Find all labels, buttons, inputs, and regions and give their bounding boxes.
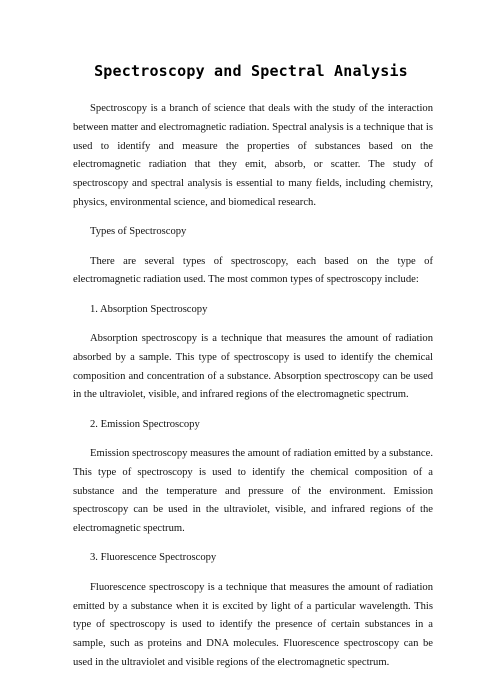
section-heading-types: Types of Spectroscopy: [90, 226, 187, 238]
document-title: Spectroscopy and Spectral Analysis: [94, 62, 408, 80]
section-heading-fluorescence: 3. Fluorescence Spectroscopy: [90, 552, 217, 564]
paragraph-emission: Emission spectroscopy measures the amount of radiation emitted by a substance. This type of spectroscopy is used to identify the chemical composition of a substance and the temperature and pressure of the environment. Emission spectroscopy can be used in the ultraviolet, visible, and infrared regions of the electromagnetic spectrum.: [73, 447, 433, 535]
paragraph-absorption: Absorption spectroscopy is a technique that measures the amount of radiation absorbed by a sample. This type of spectroscopy is used to identify the chemical composition and concentration of a substance. Absorption spectroscopy can be used in the ultraviolet, visible, and infrared regions of the electromagnetic spectrum.: [73, 332, 433, 401]
document-body: [73, 100, 433, 683]
section-heading-absorption: 1. Absorption Spectroscopy: [90, 303, 208, 315]
paragraph-types-overview: There are several types of spectroscopy, each based on the type of electromagnetic radiation used. The most common types of spectroscopy include:: [73, 255, 433, 286]
paragraph-fluorescence: Fluorescence spectroscopy is a technique that measures the amount of radiation emitted by a substance when it is excited by light of a particular wavelength. This type of spectroscopy is used to identify the presence of certain substances in a sample, such as proteins and DNA molecules. Fluorescence spectroscopy can be used in the ultraviolet and visible regions of the electromagnetic spectrum.: [73, 581, 433, 668]
paragraph-intro: Spectroscopy is a branch of science that deals with the study of the interaction between matter and electromagnetic radiation. Spectral analysis is a technique that is used to identify and measure the properties of substances based on the electromagnetic radiation that they emit, absorb, or scatter. The study of spectroscopy and spectral analysis is essential to many fields, including chemistry, physics, environmental science, and biomedical research.: [73, 103, 433, 208]
section-heading-emission: 2. Emission Spectroscopy: [90, 418, 200, 430]
